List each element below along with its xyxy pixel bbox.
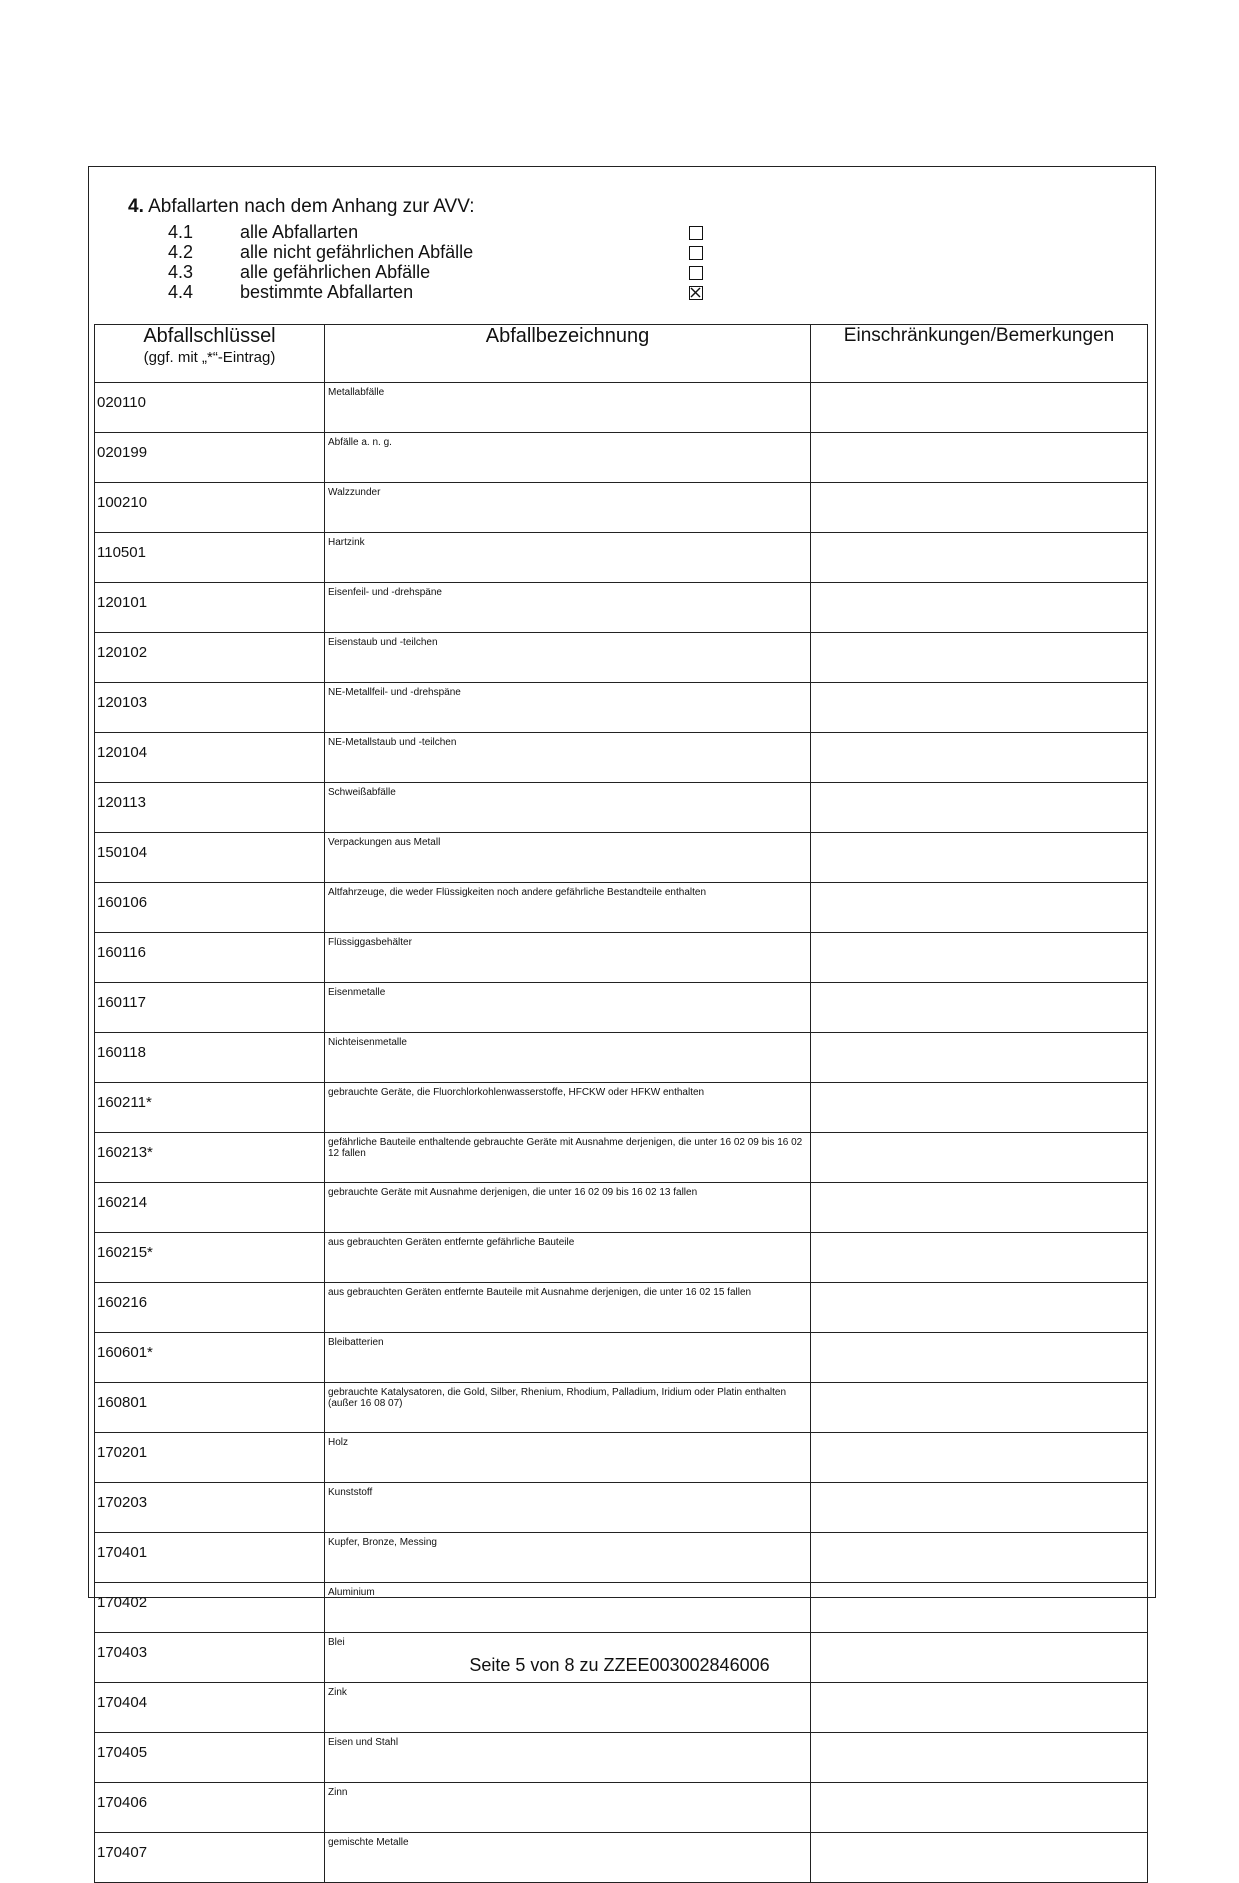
table-row (95, 1733, 1148, 1783)
checked-checkbox[interactable] (689, 286, 703, 300)
table-row (95, 483, 1148, 533)
waste-name-cell: NE-Metallstaub und -teilchen (325, 733, 811, 783)
section-number: 4. (128, 196, 144, 217)
remarks-cell[interactable] (811, 1283, 1148, 1333)
waste-code-cell: 160601* (95, 1333, 325, 1383)
waste-name-cell: Aluminium (325, 1583, 811, 1633)
waste-code-cell: 120103 (95, 683, 325, 733)
table-row (95, 1783, 1148, 1833)
table-row (95, 633, 1148, 683)
table-row (95, 1233, 1148, 1283)
waste-code-cell: 160215* (95, 1233, 325, 1283)
option-4-1 (168, 222, 548, 244)
waste-code-cell: 170401 (95, 1533, 325, 1583)
table-header-row (95, 325, 1148, 383)
remarks-cell[interactable] (811, 483, 1148, 533)
waste-name-cell: Zink (325, 1683, 811, 1733)
page-footer: Seite 5 von 8 zu ZZEE003002846006 (469, 1655, 770, 1675)
waste-code-cell: 120101 (95, 583, 325, 633)
checkbox[interactable] (689, 226, 703, 240)
waste-code-cell: 160213* (95, 1133, 325, 1183)
waste-name-cell: Kupfer, Bronze, Messing (325, 1533, 811, 1583)
waste-name-cell: Holz (325, 1433, 811, 1483)
waste-name-cell: Eisenmetalle (325, 983, 811, 1033)
waste-name-cell: Abfälle a. n. g. (325, 433, 811, 483)
remarks-cell[interactable] (811, 1383, 1148, 1433)
waste-name-cell: Walzzunder (325, 483, 811, 533)
waste-name-cell: Eisen und Stahl (325, 1733, 811, 1783)
remarks-cell[interactable] (811, 783, 1148, 833)
header-abfallbezeichnung: Abfallbezeichnung (325, 325, 811, 383)
remarks-cell[interactable] (811, 833, 1148, 883)
remarks-cell[interactable] (811, 383, 1148, 433)
remarks-cell[interactable] (811, 983, 1148, 1033)
option-label: alle nicht gefährlichen Abfälle (240, 242, 474, 262)
waste-code-cell: 110501 (95, 533, 325, 583)
remarks-cell[interactable] (811, 1733, 1148, 1783)
waste-name-cell: Blei (325, 1633, 811, 1683)
waste-code-cell: 160117 (95, 983, 325, 1033)
table-row (95, 1483, 1148, 1533)
waste-code-cell: 170402 (95, 1583, 325, 1633)
remarks-cell[interactable] (811, 1683, 1148, 1733)
waste-code-cell: 160116 (95, 933, 325, 983)
waste-code-cell: 170406 (95, 1783, 325, 1833)
table-row (95, 983, 1148, 1033)
table-row (95, 1583, 1148, 1633)
waste-name-cell: Flüssiggasbehälter (325, 933, 811, 983)
header-einschraenkungen: Einschränkungen/Bemerkungen (811, 325, 1148, 383)
waste-code-cell: 020110 (95, 383, 325, 433)
remarks-cell[interactable] (811, 1483, 1148, 1533)
remarks-cell[interactable] (811, 1083, 1148, 1133)
table-row (95, 1333, 1148, 1383)
waste-name-cell: gefährliche Bauteile enthaltende gebrauchte Geräte mit Ausnahme derjenigen, die unter 16 02 09 bis 16 02 12 fallen (325, 1133, 811, 1183)
waste-name-cell: Hartzink (325, 533, 811, 583)
table-row (95, 433, 1148, 483)
waste-code-cell: 170407 (95, 1833, 325, 1883)
waste-name-cell: Altfahrzeuge, die weder Flüssigkeiten noch andere gefährliche Bestandteile enthalten (325, 883, 811, 933)
waste-name-cell: gemischte Metalle (325, 1833, 811, 1883)
waste-code-cell: 120102 (95, 633, 325, 683)
waste-code-cell: 160801 (95, 1383, 325, 1433)
table-row (95, 733, 1148, 783)
table-row (95, 583, 1148, 633)
waste-name-cell: Bleibatterien (325, 1333, 811, 1383)
waste-name-cell: gebrauchte Geräte mit Ausnahme derjenigen, die unter 16 02 09 bis 16 02 13 fallen (325, 1183, 811, 1233)
remarks-cell[interactable] (811, 1033, 1148, 1083)
waste-name-cell: Metallabfälle (325, 383, 811, 433)
waste-code-cell: 170203 (95, 1483, 325, 1533)
table-row (95, 1283, 1148, 1333)
table-row (95, 1183, 1148, 1233)
waste-name-cell: Zinn (325, 1783, 811, 1833)
remarks-cell[interactable] (811, 1533, 1148, 1583)
remarks-cell[interactable] (811, 1433, 1148, 1483)
remarks-cell[interactable] (811, 533, 1148, 583)
table-row (95, 1383, 1148, 1433)
waste-name-cell: Eisenfeil- und -drehspäne (325, 583, 811, 633)
table-row (95, 783, 1148, 833)
remarks-cell[interactable] (811, 933, 1148, 983)
option-4-4 (168, 282, 548, 304)
remarks-cell[interactable] (811, 1183, 1148, 1233)
waste-code-cell: 170404 (95, 1683, 325, 1733)
waste-name-cell: Kunststoff (325, 1483, 811, 1533)
remarks-cell[interactable] (811, 733, 1148, 783)
waste-name-cell: NE-Metallfeil- und -drehspäne (325, 683, 811, 733)
table-row (95, 1133, 1148, 1183)
table-row (95, 883, 1148, 933)
remarks-cell[interactable] (811, 1583, 1148, 1633)
waste-name-cell: Schweißabfälle (325, 783, 811, 833)
option-label: bestimmte Abfallarten (240, 282, 414, 302)
table-row (95, 833, 1148, 883)
option-4-2 (168, 242, 548, 264)
remarks-cell[interactable] (811, 433, 1148, 483)
option-number: 4.4 (168, 282, 194, 302)
header-code-label: Abfallschlüssel (143, 325, 276, 347)
cross-icon (690, 287, 701, 298)
option-number: 4.3 (168, 262, 194, 282)
waste-name-cell: aus gebrauchten Geräten entfernte Bauteile mit Ausnahme derjenigen, die unter 16 02 15 fallen (325, 1283, 811, 1333)
checkbox[interactable] (689, 266, 703, 280)
waste-name-cell: Verpackungen aus Metall (325, 833, 811, 883)
section-title (128, 196, 474, 218)
header-code-sublabel: (ggf. mit „*“-Eintrag) (143, 349, 276, 366)
waste-code-cell: 100210 (95, 483, 325, 533)
option-label: alle gefährlichen Abfälle (240, 262, 431, 282)
remarks-cell[interactable] (811, 1333, 1148, 1383)
table-row (95, 933, 1148, 983)
waste-name-cell: Nichteisenmetalle (325, 1033, 811, 1083)
option-4-3 (168, 262, 548, 284)
section-title-text: Abfallarten nach dem Anhang zur AVV: (148, 196, 475, 217)
waste-code-cell: 160214 (95, 1183, 325, 1233)
waste-code-table (94, 324, 1148, 1883)
waste-code-cell: 160211* (95, 1083, 325, 1133)
waste-name-cell: gebrauchte Geräte, die Fluorchlorkohlenwasserstoffe, HFCKW oder HFKW enthalten (325, 1083, 811, 1133)
waste-code-cell: 170405 (95, 1733, 325, 1783)
option-label: alle Abfallarten (240, 222, 359, 242)
remarks-cell[interactable] (811, 883, 1148, 933)
table-row (95, 683, 1148, 733)
header-abfallschluessel (95, 325, 325, 383)
remarks-cell[interactable] (811, 583, 1148, 633)
waste-code-cell: 120104 (95, 733, 325, 783)
waste-name-cell: Eisenstaub und -teilchen (325, 633, 811, 683)
remarks-cell[interactable] (811, 1233, 1148, 1283)
option-number: 4.1 (168, 222, 194, 242)
waste-code-cell: 120113 (95, 783, 325, 833)
waste-code-cell: 150104 (95, 833, 325, 883)
remarks-cell[interactable] (811, 1783, 1148, 1833)
table-row (95, 1433, 1148, 1483)
table-row (95, 1683, 1148, 1733)
waste-name-cell: aus gebrauchten Geräten entfernte gefährliche Bauteile (325, 1233, 811, 1283)
option-number: 4.2 (168, 242, 194, 262)
table-row (95, 1533, 1148, 1583)
waste-name-cell: gebrauchte Katalysatoren, die Gold, Silber, Rhenium, Rhodium, Palladium, Iridium oder Platin enthalten (außer 16 08 07) (325, 1383, 811, 1433)
table-row (95, 533, 1148, 583)
waste-code-cell: 160216 (95, 1283, 325, 1333)
checkbox[interactable] (689, 246, 703, 260)
remarks-cell[interactable] (811, 683, 1148, 733)
table-row (95, 1833, 1148, 1883)
table-row (95, 383, 1148, 433)
waste-code-cell: 170403 (95, 1633, 325, 1683)
waste-code-cell: 160118 (95, 1033, 325, 1083)
remarks-cell[interactable] (811, 633, 1148, 683)
waste-code-cell: 020199 (95, 433, 325, 483)
table-row (95, 1083, 1148, 1133)
remarks-cell[interactable] (811, 1133, 1148, 1183)
table-row (95, 1033, 1148, 1083)
waste-code-cell: 160106 (95, 883, 325, 933)
waste-code-cell: 170201 (95, 1433, 325, 1483)
remarks-cell[interactable] (811, 1833, 1148, 1883)
